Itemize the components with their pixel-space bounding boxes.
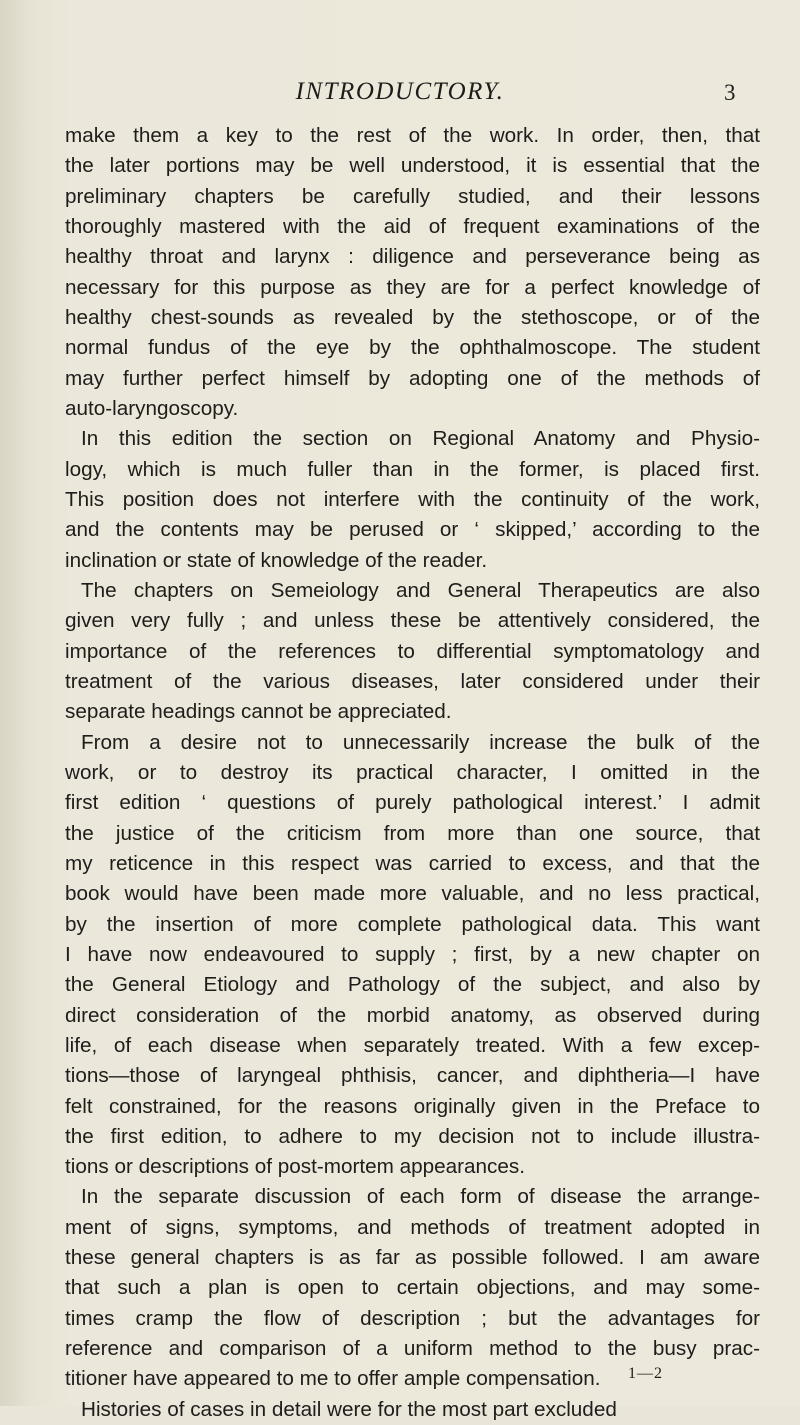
page-number: 3 — [724, 80, 736, 105]
text-line: work, or to destroy its practical character, I omitted in the — [65, 760, 760, 784]
text-line: In this edition the section on Regional Anatomy and Physio- — [81, 427, 760, 451]
text-line: the General Etiology and Pathology of the subject, and also by — [65, 973, 760, 997]
text-line: healthy chest-sounds as revealed by the stethoscope, or of the — [65, 305, 760, 329]
printer-signature-mark: 1—2 — [628, 1365, 663, 1382]
text-line: the first edition, to adhere to my decision not to include illustra- — [65, 1124, 760, 1148]
text-line: thoroughly mastered with the aid of frequent examinations of the — [65, 214, 760, 238]
text-line: tions or descriptions of post-mortem appearances. — [65, 1155, 525, 1179]
text-line: importance of the references to differential symptomatology and — [65, 639, 760, 663]
text-line: reference and comparison of a uniform method to the busy prac- — [65, 1337, 760, 1361]
text-line: Histories of cases in detail were for the most part excluded — [81, 1397, 617, 1421]
text-line: This position does not interfere with the continuity of the work, — [65, 487, 760, 511]
text-line: the later portions may be well understood, it is essential that the — [65, 154, 760, 178]
text-line: may further perfect himself by adopting one of the methods of — [65, 366, 760, 390]
text-line: From a desire not to unnecessarily increase the bulk of the — [81, 730, 760, 754]
text-line: auto-laryngoscopy. — [65, 396, 239, 420]
text-line: titioner have appeared to me to offer ample compensation. — [65, 1367, 601, 1391]
text-line: first edition ‘ questions of purely pathological interest.’ I admit — [65, 791, 760, 815]
text-line: tions—those of laryngeal phthisis, cancer, and diphtheria—I have — [65, 1064, 760, 1088]
text-line: ment of signs, symptoms, and methods of treatment adopted in — [65, 1215, 760, 1239]
text-line: normal fundus of the eye by the ophthalmoscope. The student — [65, 336, 760, 360]
text-line: given very fully ; and unless these be attentively considered, the — [65, 609, 760, 633]
text-line: healthy throat and larynx : diligence and perseverance being as — [65, 245, 760, 269]
text-line: and the contents may be perused or ‘ skipped,’ according to the — [65, 518, 760, 542]
text-line: logy, which is much fuller than in the former, is placed first. — [65, 457, 760, 481]
text-line: book would have been made more valuable, and no less practical, — [65, 882, 760, 906]
text-line: by the insertion of more complete pathological data. This want — [65, 912, 760, 936]
text-line: inclination or state of knowledge of the reader. — [65, 548, 488, 572]
text-line: my reticence in this respect was carried to excess, and that the — [65, 851, 760, 875]
text-line: felt constrained, for the reasons originally given in the Preface to — [65, 1094, 760, 1118]
text-line: preliminary chapters be carefully studied, and their lessons — [65, 184, 760, 208]
running-head: INTRODUCTORY. — [295, 78, 505, 105]
text-line: life, of each disease when separately treated. With a few excep- — [65, 1033, 760, 1057]
text-line: these general chapters is as far as possible followed. I am aware — [65, 1246, 760, 1270]
text-line: necessary for this purpose as they are for a perfect knowledge of — [65, 275, 760, 299]
text-line: that such a plan is open to certain objections, and may some- — [65, 1276, 760, 1300]
text-line: direct consideration of the morbid anatomy, as observed during — [65, 1003, 760, 1027]
text-line: times cramp the flow of description ; but the advantages for — [65, 1306, 760, 1330]
text-line: The chapters on Semeiology and General Therapeutics are also — [81, 578, 760, 602]
text-line: In the separate discussion of each form of disease the arrange- — [81, 1185, 760, 1209]
text-line: treatment of the various diseases, later considered under their — [65, 669, 760, 693]
text-line: the justice of the criticism from more than one source, that — [65, 821, 760, 845]
body-text — [65, 121, 760, 1425]
text-line: make them a key to the rest of the work. In order, then, that — [65, 124, 760, 147]
text-line: separate headings cannot be appreciated. — [65, 700, 452, 724]
text-line: I have now endeavoured to supply ; first, by a new chapter on — [65, 942, 760, 966]
